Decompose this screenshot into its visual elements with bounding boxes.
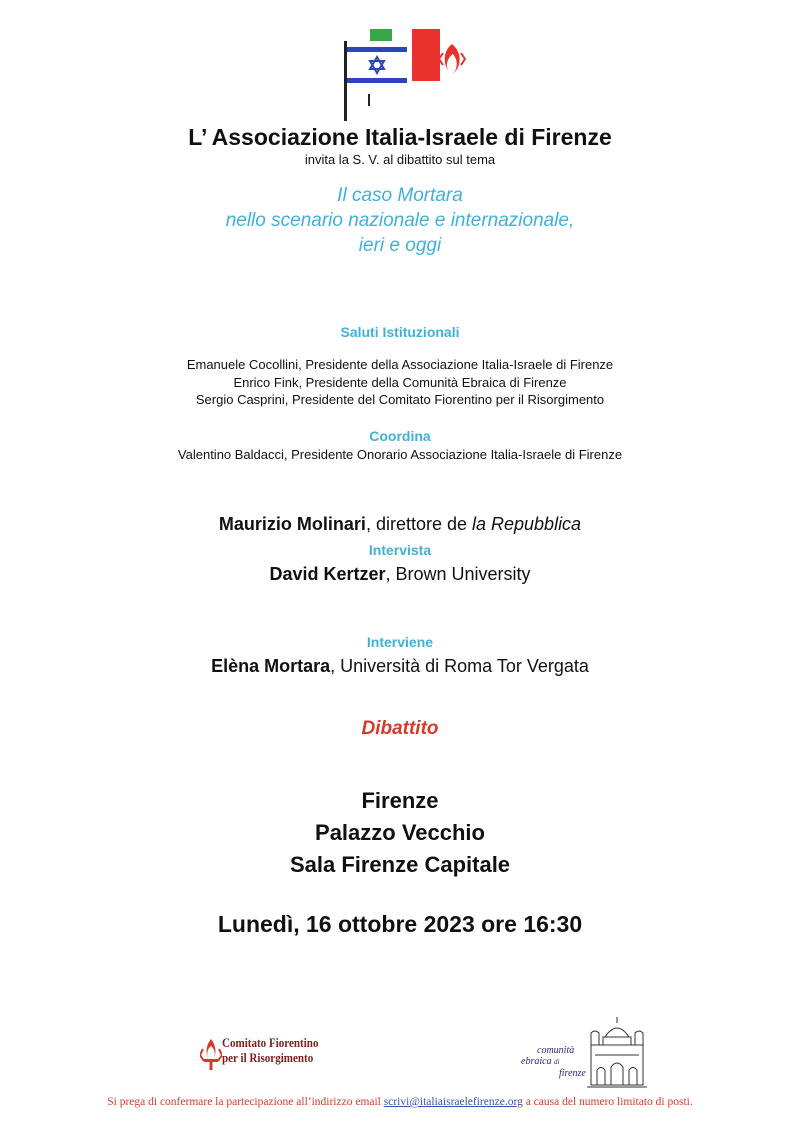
- venue-city: Firenze: [361, 788, 439, 813]
- organization-title: L’ Associazione Italia-Israele di Firenze: [188, 124, 612, 150]
- comunita-ebraica-logo: [515, 1015, 650, 1090]
- speaker-mortara: [0, 656, 800, 677]
- saluti-line-3: Sergio Casprini, Presidente del Comitato Fiorentino per il Risorgimento: [195, 392, 605, 407]
- footer-after: a causa del numero limitato di posti.: [522, 1096, 693, 1108]
- intervista-label: Intervista: [368, 542, 432, 558]
- topic-title: [0, 183, 800, 258]
- firenze-word: firenze: [559, 1068, 586, 1079]
- mortara-role: , Università di Roma Tor Vergata: [330, 656, 589, 676]
- coordina-line: Valentino Baldacci, Presidente Onorario Associazione Italia-Israele di Firenze: [177, 447, 623, 462]
- coordina-label: Coordina: [369, 428, 431, 444]
- kertzer-name: David Kertzer: [269, 564, 386, 584]
- footer-before: Si prega di confermare la partecipazione all’indirizzo email: [107, 1096, 384, 1108]
- email-link[interactable]: scrivi@italiaisraelefirenze.org: [383, 1096, 523, 1108]
- topic-line-2: nello scenario nazionale e internazionale,: [225, 210, 575, 231]
- speaker-molinari: [0, 514, 800, 535]
- ebraica-word: ebraica: [521, 1056, 552, 1067]
- topic-line-3: ieri e oggi: [358, 235, 442, 256]
- saluti-line-1: Emanuele Cocollini, Presidente della Associazione Italia-Israele di Firenze: [186, 357, 614, 372]
- molinari-paper: la Repubblica: [472, 514, 582, 534]
- comitato-line-2: per il Risorgimento: [222, 1050, 314, 1065]
- invitation-line: invita la S. V. al dibattito sul tema: [304, 152, 496, 167]
- synagogue-icon: [587, 1015, 647, 1090]
- speaker-kertzer: [0, 564, 800, 585]
- comunita-word: comunità: [537, 1045, 575, 1056]
- venue-block: [0, 785, 800, 881]
- flags-logo: [336, 26, 466, 122]
- di-word: di: [554, 1058, 560, 1066]
- footer-note: [0, 1096, 800, 1108]
- mortara-name: Elèna Mortara: [211, 656, 331, 676]
- israeli-flag-icon: [347, 41, 407, 89]
- event-date: Lunedì, 16 ottobre 2023 ore 16:30: [217, 911, 583, 937]
- saluti-line-2: Enrico Fink, Presidente della Comunità Ebraica di Firenze: [233, 374, 567, 390]
- topic-line-1: Il caso Mortara: [337, 185, 463, 206]
- comitato-line-1: Comitato Fiorentino: [222, 1035, 319, 1050]
- venue-room: Sala Firenze Capitale: [289, 852, 511, 877]
- comitato-logo: [200, 1033, 340, 1073]
- molinari-name: Maurizio Molinari: [218, 514, 366, 534]
- molinari-role: , direttore de: [365, 514, 472, 534]
- saluti-list: [0, 356, 800, 409]
- dibattito-label: Dibattito: [361, 718, 439, 739]
- venue-building: Palazzo Vecchio: [315, 820, 485, 845]
- interviene-label: Interviene: [366, 634, 434, 650]
- kertzer-role: , Brown University: [385, 564, 531, 584]
- saluti-label: Saluti Istituzionali: [340, 324, 460, 340]
- florence-lily-icon: [200, 1037, 222, 1071]
